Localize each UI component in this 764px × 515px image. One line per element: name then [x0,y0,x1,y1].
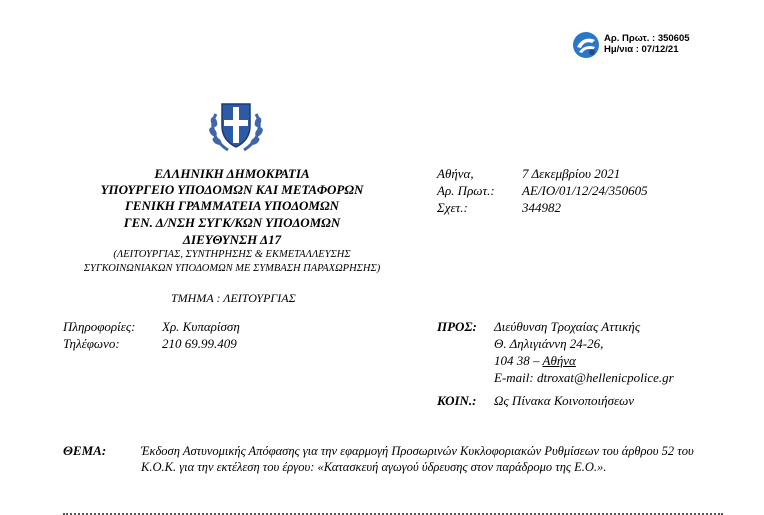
protocol-number: ΑΕ/ΙΟ/01/12/24/350605 [522,183,648,198]
recipient-postal-code: 104 38 – [494,353,543,368]
stamp-text [604,33,690,55]
recipient-name: Διεύθυνση Τροχαίας Αττικής [494,319,641,334]
cc-label: ΚΟΙΝ.: [437,393,477,408]
subject-text: Έκδοση Αστυνομικής Απόφασης για την εφαρμογή Προσωρινών Κυκλοφοριακών Ρυθμίσεων του άρθρου 52 του Κ.Ο.Κ. για την εκτέλεση του έργου: «Κατασκευή αγωγού ύδρευσης στον παράδρομο της Ε.Ο.». [141,444,694,474]
recipient-postal [494,353,576,369]
place-label: Αθήνα, [437,166,474,181]
header-country: ΕΛΛΗΝΙΚΗ ΔΗΜΟΚΡΑΤΙΑ [154,166,310,181]
place-date: 7 Δεκεμβρίου 2021 [522,166,621,181]
info-value: Χρ. Κυπαρίσση [162,319,240,334]
header-directorate-desc-1: (ΛΕΙΤΟΥΡΓΙΑΣ, ΣΥΝΤΗΡΗΣΗΣ & ΕΚΜΕΤΑΛΛΕΥΣΗΣ [113,249,351,260]
info-label: Πληροφορίες: [63,319,136,334]
recipient-city-link[interactable]: Αθήνα [542,353,576,368]
subject-label: ΘΕΜΑ: [63,443,107,458]
header-secretariat: ΓΕΝΙΚΗ ΓΡΑΜΜΑΤΕΙΑ ΥΠΟΔΟΜΩΝ [124,198,340,213]
cc-value: Ως Πίνακα Κοινοποιήσεων [494,393,635,408]
header-directorate-desc-2: ΣΥΓΚΟΙΝΩΝΙΑΚΩΝ ΥΠΟΔΟΜΩΝ ΜΕ ΣΥΜΒΑΣΗ ΠΑΡΑΧΩΡΗΣΗΣ) [83,263,381,274]
related-label: Σχετ.: [437,200,468,215]
recipient-street: Θ. Δηλιγιάννη 24-26, [494,336,604,351]
protocol-stamp-icon [572,31,600,59]
to-label: ΠΡΟΣ: [437,319,477,334]
stamp-date: Ημ/νια : 07/12/21 [604,44,679,55]
cropped-next-line [63,510,723,515]
header-directorate-general: ΓΕΝ. Δ/ΝΣΗ ΣΥΓΚ/ΚΩΝ ΥΠΟΔΟΜΩΝ [123,215,341,230]
coat-of-arms-icon [206,96,266,154]
protocol-label: Αρ. Πρωτ.: [437,183,495,198]
related-number: 344982 [522,200,561,215]
recipient-email[interactable]: E-mail: dtroxat@hellenicpolice.gr [494,370,674,385]
header-ministry: ΥΠΟΥΡΓΕΙΟ ΥΠΟΔΟΜΩΝ ΚΑΙ ΜΕΤΑΦΟΡΩΝ [100,182,364,197]
phone-label: Τηλέφωνο: [63,336,120,351]
header-department: ΤΜΗΜΑ : ΛΕΙΤΟΥΡΓΙΑΣ [171,291,296,305]
phone-value: 210 69.99.409 [162,336,237,351]
header-directorate: ΔΙΕΥΘΥΝΣΗ Δ17 [182,232,282,247]
stamp-protocol: Αρ. Πρωτ. : 350605 [604,33,690,44]
